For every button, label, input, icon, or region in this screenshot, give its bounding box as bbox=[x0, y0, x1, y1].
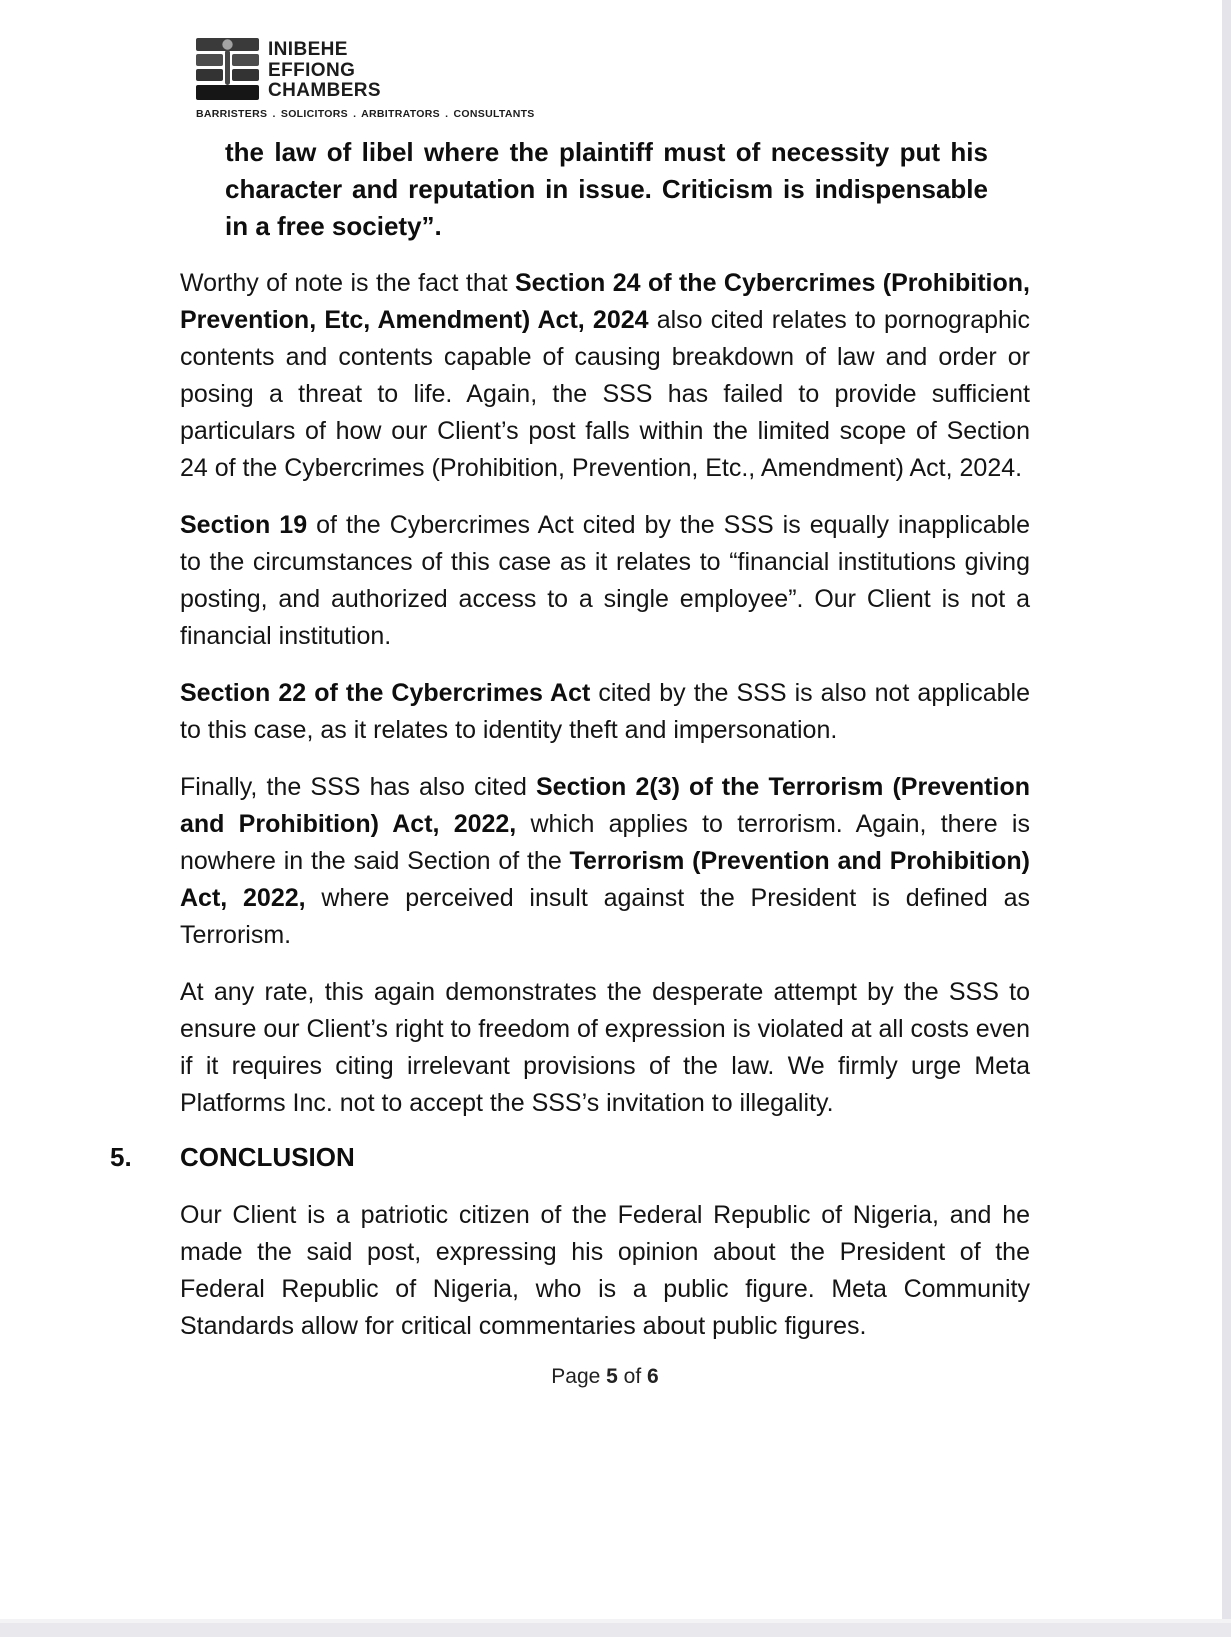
document-flow bbox=[110, 134, 1030, 1345]
bold-text-run: 6 bbox=[647, 1365, 659, 1388]
section-title: CONCLUSION bbox=[180, 1142, 355, 1172]
bold-text-run: the law of libel where the plaintiff must of necessity put his character and reputation in issue. Criticism is indispensable in a free society”. bbox=[225, 137, 988, 241]
text-run: Finally, the SSS has also cited bbox=[180, 773, 536, 801]
letterhead-row bbox=[196, 38, 535, 102]
bold-text-run: Section 2(3) of the Terrorism (Prevention and Prohibition) Act, 2022, bbox=[180, 773, 1030, 838]
paragraph bbox=[180, 675, 1030, 749]
firm-name bbox=[268, 38, 381, 102]
text-run: Our Client is a patriotic citizen of the Federal Republic of Nigeria, and he made the said post, expressing his opinion about the President of the Federal Republic of Nigeria, who is a public figure. Meta Community Standards allow for critical commentaries about public figures. bbox=[180, 1201, 1030, 1340]
quote-block bbox=[225, 134, 988, 245]
letterhead bbox=[196, 38, 535, 120]
document-body bbox=[110, 134, 1030, 1389]
text-run: which applies to terrorism. Again, there is nowhere in the said Section of the bbox=[180, 810, 1030, 875]
firm-tagline: BARRISTERS . SOLICITORS . ARBITRATORS . CONSULTANTS bbox=[196, 107, 535, 120]
text-run: where perceived insult against the President is defined as Terrorism. bbox=[180, 884, 1030, 949]
text-run: cited by the SSS is also not applicable to this case, as it relates to identity theft and impersonation. bbox=[180, 679, 1030, 744]
viewer-right-edge bbox=[1222, 0, 1231, 1637]
paragraph bbox=[180, 1197, 1030, 1345]
paragraph bbox=[180, 507, 1030, 655]
bold-text-run: Section 19 bbox=[180, 511, 308, 539]
text-run: Page bbox=[551, 1365, 607, 1388]
firm-name-line-2: EFFIONG bbox=[268, 59, 356, 81]
text-run: At any rate, this again demonstrates the desperate attempt by the SSS to ensure our Client’s right to freedom of expression is violated at all costs even if it requires citing irrelevant provisions of the law. We firmly urge Meta Platforms Inc. not to accept the SSS’s invitation to illegality. bbox=[180, 978, 1030, 1117]
bold-text-run: Terrorism (Prevention and Prohibition) Act, 2022, bbox=[180, 847, 1030, 912]
viewer-bottom-edge bbox=[0, 1619, 1231, 1637]
bold-text-run: 5 bbox=[606, 1365, 618, 1388]
paragraph bbox=[180, 974, 1030, 1122]
text-run: Worthy of note is the fact that bbox=[180, 269, 515, 297]
text-run: also cited relates to pornographic contents and contents capable of causing breakdown of law and order or posing a threat to life. Again, the SSS has failed to provide sufficient particulars of how our Client’s post falls within the limited scope of Section 24 of the Cybercrimes (Prohibition, Prevention, Etc., Amendment) Act, 2024. bbox=[180, 306, 1030, 482]
bold-text-run: Section 22 of the Cybercrimes Act bbox=[180, 679, 591, 707]
firm-name-line-1: INIBEHE bbox=[268, 39, 348, 60]
paragraph bbox=[180, 265, 1030, 487]
bold-text-run: Section 24 of the Cybercrimes (Prohibition, Prevention, Etc, Amendment) Act, 2024 bbox=[180, 269, 1030, 334]
firm-logo-icon bbox=[196, 38, 259, 100]
section-number: 5. bbox=[110, 1142, 132, 1172]
page-number bbox=[180, 1365, 1030, 1389]
text-run: of bbox=[617, 1365, 648, 1388]
text-run: of the Cybercrimes Act cited by the SSS is equally inapplicable to the circumstances of this case as it relates to “financial institutions giving posting, and authorized access to a single employee”. Our Client is not a financial institution. bbox=[180, 511, 1030, 650]
section-heading bbox=[110, 1142, 1030, 1173]
firm-name-line-3: CHAMBERS bbox=[268, 80, 381, 101]
paragraph bbox=[180, 769, 1030, 954]
